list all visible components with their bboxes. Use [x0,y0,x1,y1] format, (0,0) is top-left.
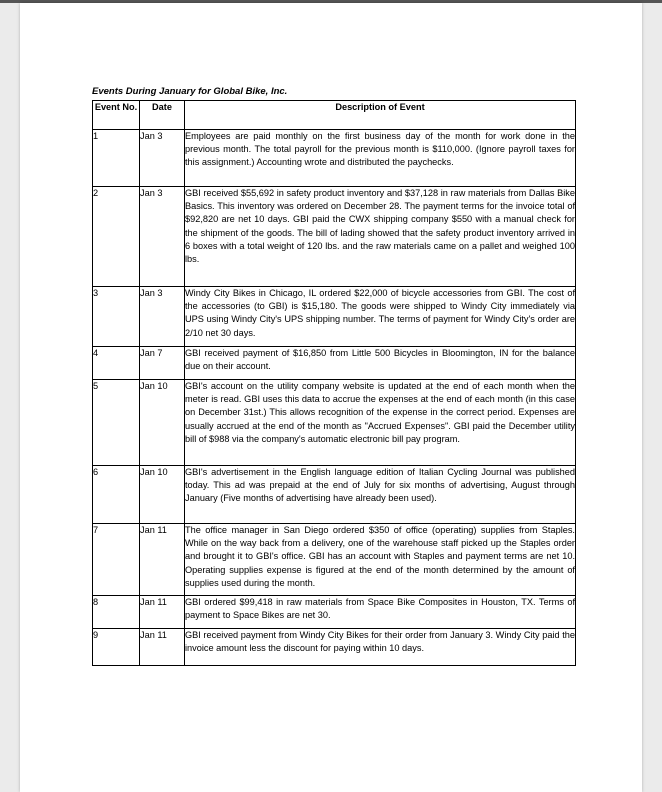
event-number: 8 [93,596,140,629]
event-date: Jan 3 [140,130,185,187]
table-row [93,380,576,466]
event-description: GBI received $55,692 in safety product inventory and $37,128 in raw materials from Dallas Bike Basics. This inventory was ordered on December 28. The payment terms for the invoice total of $92,820 are net 10 days. GBI paid the CWX shipping company $550 with a manual check for the shipment of the goods. The bill of lading showed that the safety product inventory arrived in 6 boxes with a total weight of 120 lbs. and the raw materials came on a pallet and weighed 100 lbs. [185,187,576,287]
event-date: Jan 3 [140,287,185,347]
event-number: 2 [93,187,140,287]
events-table [92,100,576,666]
table-row [93,466,576,524]
event-date: Jan 10 [140,380,185,466]
table-row [93,524,576,596]
event-number: 7 [93,524,140,596]
event-description: GBI received payment from Windy City Bikes for their order from January 3. Windy City paid the invoice amount less the discount for paying within 10 days. [185,629,576,666]
document-page [20,3,642,792]
event-description: GBI ordered $99,418 in raw materials from Space Bike Composites in Houston, TX. Terms of payment to Space Bikes are net 30. [185,596,576,629]
event-number: 9 [93,629,140,666]
event-description: GBI's account on the utility company website is updated at the end of each month when the meter is read. GBI uses this data to accrue the expenses at the end of each month (in this case on December 31st.) This allows recognition of the expense in the correct period. Expenses are usually accrued at the end of the month as "Accrued Expenses". GBI paid the December utility bill of $988 via the company's automatic electronic bill pay program. [185,380,576,466]
table-row [93,287,576,347]
event-date: Jan 7 [140,347,185,380]
event-date: Jan 11 [140,596,185,629]
event-description: Employees are paid monthly on the first business day of the month for work done in the previous month. The total payroll for the previous month is $110,000. (Ignore payroll taxes for this assignment.) Accounting wrote and distributed the paychecks. [185,130,576,187]
document-title: Events During January for Global Bike, Inc. [92,86,288,97]
header-event-no: Event No. [93,101,140,130]
event-number: 1 [93,130,140,187]
event-number: 5 [93,380,140,466]
header-date: Date [140,101,185,130]
event-number: 4 [93,347,140,380]
event-date: Jan 10 [140,466,185,524]
event-date: Jan 3 [140,187,185,287]
event-number: 6 [93,466,140,524]
event-date: Jan 11 [140,524,185,596]
table-row [93,187,576,287]
event-description: GBI received payment of $16,850 from Little 500 Bicycles in Bloomington, IN for the balance due on their account. [185,347,576,380]
event-date: Jan 11 [140,629,185,666]
header-description: Description of Event [185,101,576,130]
event-number: 3 [93,287,140,347]
event-description: The office manager in San Diego ordered $350 of office (operating) supplies from Staples. While on the way back from a delivery, one of the warehouse staff picked up the Staples order and brought it to GBI's office. GBI has an account with Staples and payment terms are net 10. Operating supplies expense is figured at the end of the month determined by the amount of supplies used during the month. [185,524,576,596]
event-description: Windy City Bikes in Chicago, IL ordered $22,000 of bicycle accessories from GBI. The cost of the accessories (to GBI) is $15,180. The goods were shipped to Windy City immediately via UPS using Windy City's UPS shipping number. The terms of payment for Windy City's order are 2/10 net 30 days. [185,287,576,347]
table-row [93,596,576,629]
table-row [93,629,576,666]
event-description: GBI's advertisement in the English language edition of Italian Cycling Journal was published today. This ad was prepaid at the end of July for six months of advertising, August through January (Five months of advertising have already been used). [185,466,576,524]
table-row [93,347,576,380]
table-header-row [93,101,576,130]
table-row [93,130,576,187]
